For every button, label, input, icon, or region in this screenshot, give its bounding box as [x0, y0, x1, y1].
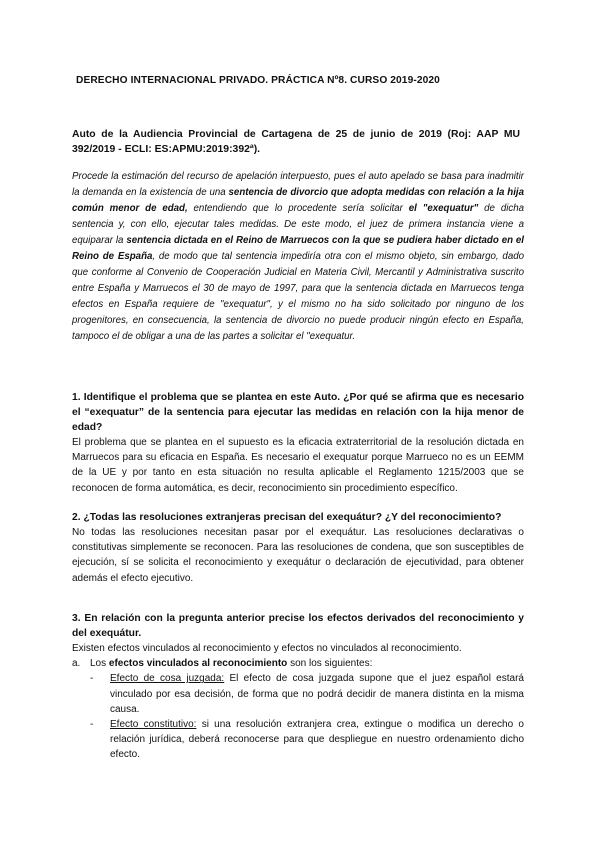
summary-text-4: , de modo que tal sentencia impediría otra con el mismo objeto, sin embargo, dado que conforme al Convenio de Cooperación Judicial en Materia Civil, Mercantil y Administrativa suscrito entre España y Marruecos el 30 de mayo de 1997, para que la sentencia dictada en Marruecos tenga efectos en España requiere de "exequatur", y el mismo no ha sido solicitado por ninguno de los progenitores, en consecuencia, la sentencia de divorcio no puede producir ningún efecto en España, tampoco el de obligar a una de las partes a solicitar el "exequatur. — [72, 251, 524, 342]
list-heading-pre: Los — [90, 658, 109, 670]
question-2: 2. ¿Todas las resoluciones extranjeras precisan del exequátur? ¿Y del reconocimiento? — [72, 512, 502, 523]
auto-summary — [72, 169, 524, 345]
question-2-section — [72, 510, 524, 586]
effect-text: El efecto de cosa juzgada supone que el juez español estará vinculado por esa decisión, de forma que no podrá decidir de manera distinta en la misma causa. — [110, 673, 524, 715]
summary-bold-2: el "exequatur" — [408, 203, 479, 214]
effect-text: si una resolución extranjera crea, extingue o modifica un derecho o relación jurídica, deberá reconocerse para que despliegue en nuestro ordenamiento dicho efecto. — [110, 719, 524, 761]
answer-3-list-heading — [72, 656, 524, 671]
summary-text-2: entendiendo que lo procedente sería solicitar — [187, 203, 409, 214]
effect-term: Efecto de cosa juzgada: — [110, 673, 225, 685]
answer-3-intro: Existen efectos vinculados al reconocimiento y efectos no vinculados al reconocimiento. — [72, 643, 462, 654]
effects-list — [72, 671, 524, 762]
answer-2: No todas las resoluciones necesitan pasar por el exequátur. Las resoluciones declarativas o constitutivas simplemente se reconocen. Para las resoluciones de condena, que son susceptibles de ejecución, sí se solicita el reconocimiento y exequátur o declaración de ejecutividad, para obtener además el efecto ejecutivo. — [72, 527, 524, 584]
list-heading-post: son los siguientes: — [287, 658, 373, 670]
effect-term: Efecto constitutivo: — [110, 719, 197, 731]
list-item — [72, 671, 524, 717]
question-3-section — [72, 611, 524, 763]
question-3: 3. En relación con la pregunta anterior precise los efectos derivados del reconocimiento y del exequátur. — [72, 613, 524, 639]
summary-text-3: de dicha sentencia y, con ello, ejecutar tales medidas. De este modo, el juez de primera instancia viene a equiparar la — [72, 203, 524, 246]
list-dash: - — [90, 673, 94, 685]
summary-bold-1: sentencia de divorcio que adopta medidas con relación a la hija común menor de edad, — [72, 187, 524, 214]
question-1: 1. Identifique el problema que se plantea en este Auto. ¿Por qué se afirma que es necesario el “exequatur” de la sentencia para ejecutar las medidas en relación con la hija menor de edad? — [72, 392, 524, 433]
list-item — [72, 717, 524, 763]
answer-1: El problema que se plantea en el supuesto es la eficacia extraterritorial de la resolución dictada en Marruecos para su eficacia en España. Es necesario el exequatur porque Marrueco no es un EEMM de la UE y por tanto en esta situación no resulta aplicable el Reglamento 1215/2003 que se reconocen de forma automática, es decir, reconocimiento sin procedimiento específico. — [72, 437, 524, 494]
document-title: DERECHO INTERNACIONAL PRIVADO. PRÁCTICA Nº8. CURSO 2019-2020 — [76, 75, 440, 86]
summary-bold-3: sentencia dictada en el Reino de Marruecos con la que se pudiera haber dictado en el Reino de España — [72, 235, 525, 262]
auto-heading: Auto de la Audiencia Provincial de Cartagena de 25 de junio de 2019 (Roj: AAP MU 392/2019 - ECLI: ES:APMU:2019:392ª). — [72, 129, 520, 155]
list-heading-bold: efectos vinculados al reconocimiento — [108, 658, 288, 670]
list-marker-a: a. — [72, 658, 81, 670]
list-dash: - — [90, 719, 94, 731]
summary-text-1: Procede la estimación del recurso de apelación interpuesto, pues el auto apelado se basa para inadmitir la demanda en la existencia de una — [72, 171, 524, 198]
question-1-section — [72, 390, 524, 496]
